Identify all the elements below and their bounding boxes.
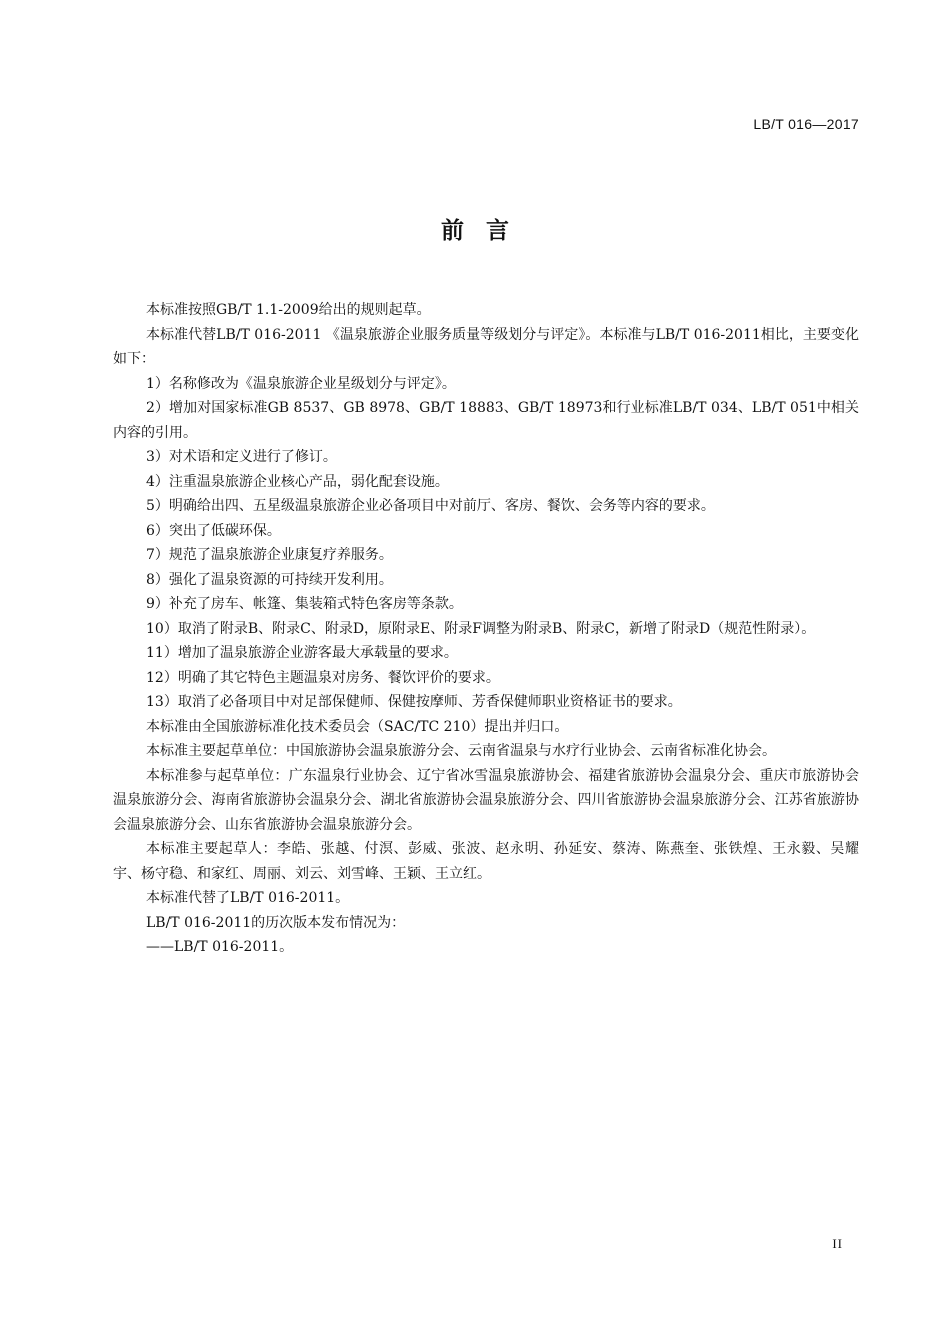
paragraph-main-drafters: 本标准主要起草人：李皓、张越、付溟、彭威、张波、赵永明、孙延安、蔡涛、陈燕奎、张铁煌、王永毅、吴耀宇、杨守稳、和家红、周丽、刘云、刘雪峰、王颖、王立红。: [113, 841, 859, 882]
change-item-13: 13）取消了必备项目中对足部保健师、保健按摩师、芳香保健师职业资格证书的要求。: [146, 694, 682, 710]
change-item-6: 6）突出了低碳环保。: [146, 522, 281, 539]
change-item-10: 10）取消了附录B、附录C、附录D，原附录E、附录F调整为附录B、附录C，新增了附录D（规范性附录）。: [146, 620, 816, 637]
change-item-2: 2）增加对国家标准GB 8537、GB 8978、GB/T 18883、GB/T 18973和行业标准LB/T 034、LB/T 051中相关内容的引用。: [113, 400, 859, 441]
page-title: 前言: [441, 218, 531, 244]
paragraph-version-history-intro: LB/T 016-2011的历次版本发布情况为：: [146, 914, 406, 931]
change-item-8: 8）强化了温泉资源的可持续开发利用。: [146, 571, 393, 588]
change-item-5: 5）明确给出四、五星级温泉旅游企业必备项目中对前厅、客房、餐饮、会务等内容的要求。: [146, 498, 715, 514]
change-item-4: 4）注重温泉旅游企业核心产品，弱化配套设施。: [146, 473, 449, 490]
paragraph-replaces: 本标准代替LB/T 016-2011 《温泉旅游企业服务质量等级划分与评定》。本标准与LB/T 016-2011相比，主要变化如下：: [113, 326, 859, 367]
change-item-7: 7）规范了温泉旅游企业康复疗养服务。: [146, 547, 393, 563]
page-number: II: [832, 1236, 843, 1251]
standard-number-header: LB/T 016—2017: [753, 116, 859, 132]
change-item-1: 1）名称修改为《温泉旅游企业星级划分与评定》。: [146, 375, 456, 392]
change-item-12: 12）明确了其它特色主题温泉对房务、餐饮评价的要求。: [146, 669, 500, 686]
paragraph-drafting-rules: 本标准按照GB/T 1.1-2009给出的规则起草。: [146, 302, 431, 318]
paragraph-version-history-item: ——LB/T 016-2011。: [146, 939, 294, 955]
change-item-3: 3）对术语和定义进行了修订。: [146, 449, 337, 465]
paragraph-replaced-standard: 本标准代替了LB/T 016-2011。: [146, 890, 350, 906]
paragraph-participating-units: 本标准参与起草单位：广东温泉行业协会、辽宁省冰雪温泉旅游协会、福建省旅游协会温泉分会、重庆市旅游协会温泉旅游分会、海南省旅游协会温泉分会、湖北省旅游协会温泉旅游分会、四川省旅游协会温泉旅游分会、江苏省旅游协会温泉旅游分会、山东省旅游协会温泉旅游分会。: [113, 767, 859, 833]
foreword-body: [113, 298, 859, 960]
paragraph-main-drafters-units: 本标准主要起草单位：中国旅游协会温泉旅游分会、云南省温泉与水疗行业协会、云南省标准化协会。: [146, 743, 776, 759]
paragraph-proposer: 本标准由全国旅游标准化技术委员会（SAC/TC 210）提出并归口。: [146, 718, 569, 735]
change-item-9: 9）补充了房车、帐篷、集装箱式特色客房等条款。: [146, 596, 463, 612]
change-item-11: 11）增加了温泉旅游企业游客最大承载量的要求。: [146, 645, 458, 661]
